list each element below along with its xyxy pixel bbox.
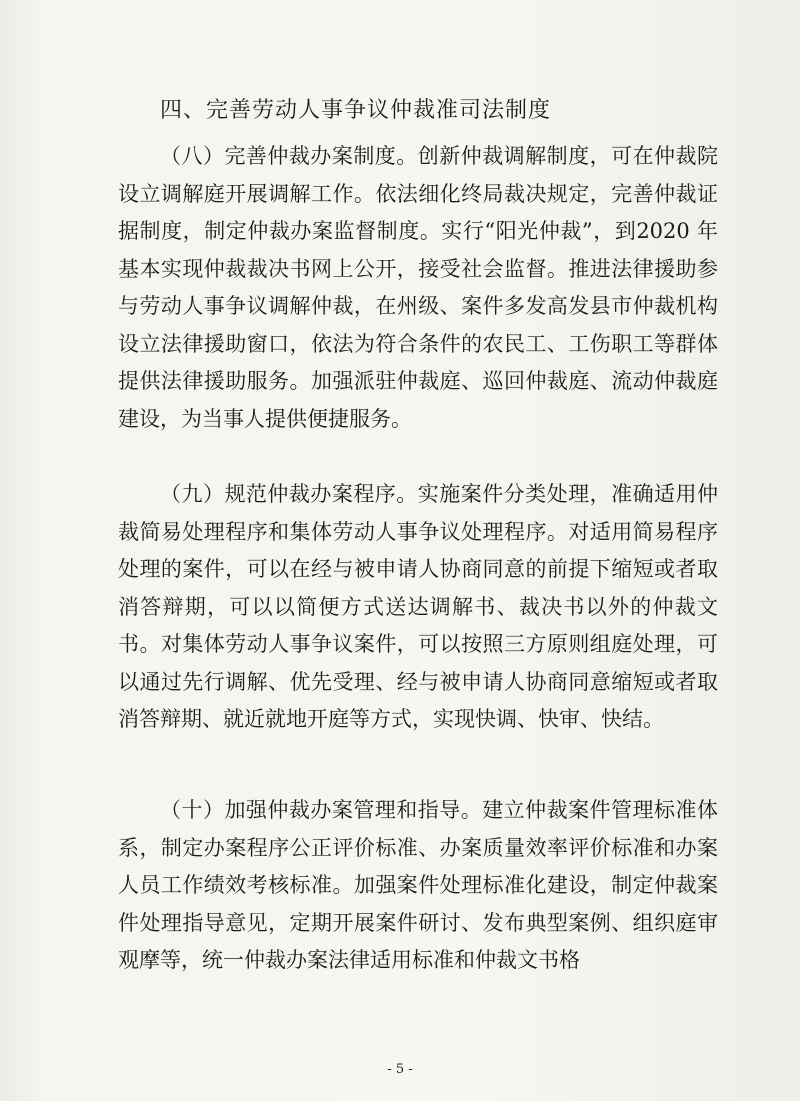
paragraph-9 bbox=[118, 476, 718, 739]
paragraph-9-lead: （九）规范仲裁办案程序。 bbox=[160, 482, 418, 506]
paragraph-8-text: 创新仲裁调解制度，可在仲裁院设立调解庭开展调解工作。依法细化终局裁决规定，完善仲裁证据制度，制定仲裁办案监督制度。实行“阳光仲裁”，到2020 年基本实现仲裁裁决书网上公开，接受社会监督。推进法律援助参与劳动人事争议调解仲裁，在州级、案件多发高发县市仲裁机构设立法律援助窗口，依法为符合条件的农民工、工伤职工等群体提供法律援助服务。加强派驻仲裁庭、巡回仲裁庭、流动仲裁庭建设，为当事人提供便捷服务。 bbox=[118, 144, 719, 431]
section-heading: 四、完善劳动人事争议仲裁准司法制度 bbox=[160, 98, 552, 123]
paragraph-8 bbox=[118, 138, 718, 438]
paragraph-9-text: 实施案件分类处理，准确适用仲裁简易处理程序和集体劳动人事争议处理程序。对适用简易程序处理的案件，可以在经与被申请人协商同意的前提下缩短或者取消答辩期，可以以简便方式送达调解书、裁决书以外的仲裁文书。对集体劳动人事争议案件，可以按照三方原则组庭处理，可以通过先行调解、优先受理、经与被申请人协商同意缩短或者取消答辩期、就近就地开庭等方式，实现快调、快审、快结。 bbox=[118, 482, 719, 731]
paragraph-8-lead: （八）完善仲裁办案制度。 bbox=[160, 144, 418, 168]
page-number: - 5 - bbox=[387, 1062, 413, 1077]
paragraph-10-lead: （十）加强仲裁办案管理和指导。 bbox=[160, 798, 483, 822]
paragraph-10 bbox=[118, 792, 718, 980]
paragraph-10-text: 建立仲裁案件管理标准体系，制定办案程序公正评价标准、办案质量效率评价标准和办案人员工作绩效考核标准。加强案件处理标准化建设，制定仲裁案件处理指导意见，定期开展案件研讨、发布典型案例、组织庭审观摩等，统一仲裁办案法律适用标准和仲裁文书格 bbox=[118, 798, 719, 972]
